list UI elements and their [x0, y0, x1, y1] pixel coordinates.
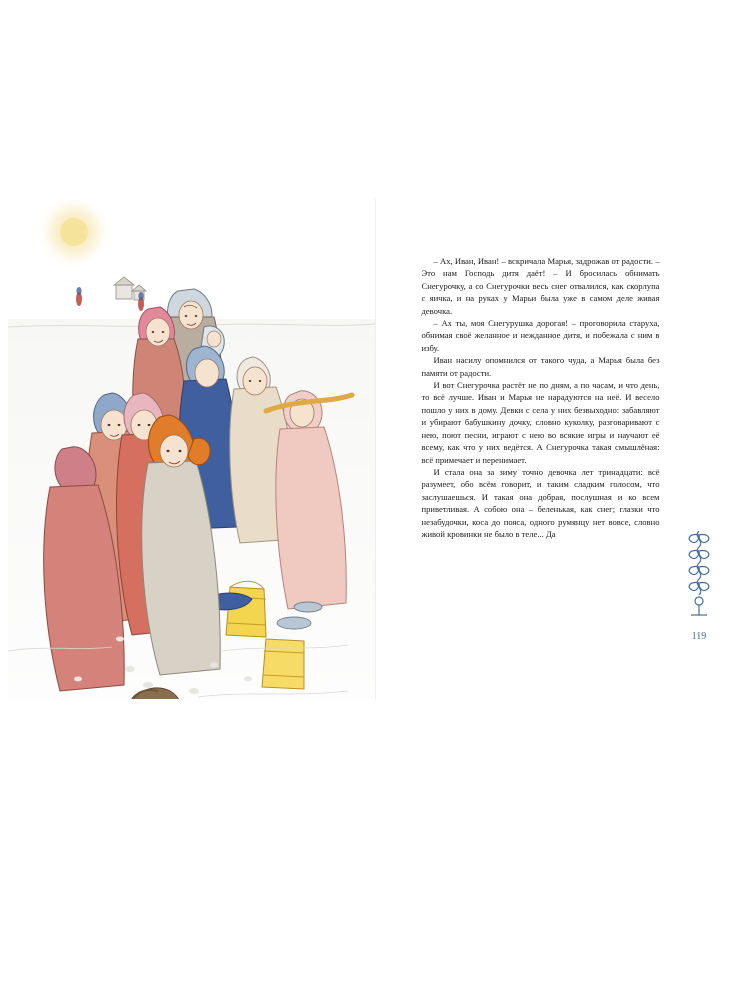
floral-vertical-ornament [682, 527, 716, 623]
right-page [375, 199, 743, 699]
snegurochka-winter-village-illustration [8, 199, 375, 699]
book-spread [8, 199, 742, 699]
paragraph: Иван насилу опомнился от такого чуда, а Марья была без памяти от радости. [421, 355, 660, 378]
paragraph: – Ах, Иван, Иван! – вскричала Марья, задрожав от радости. – Это нам Господь дитя даёт! – И бросилась обнимать Снегурочку, а со Снегурочки весь снег отвалился, как скорлупа с яичка, и на руках у Марьи была уже в самом деле живая девочка. [421, 256, 660, 316]
left-page [8, 199, 375, 699]
paragraph: И стала она за зиму точно девочка лет тринадцати: всё разумеет, обо всём говорит, и таким сладким голосом, что заслушаешься. И такая она добрая, послушная и ко всем приветливая. А собою она – беленькая, как снег; глазки что незабудочки, коса до пояса, одного румянцу нет вовсе, словно живой кровинки не было в теле... Да [421, 466, 660, 539]
body-text-column [422, 255, 660, 540]
page-number: 119 [691, 631, 707, 642]
paragraph: – Ах ты, моя Снегурушка дорогая! – проговорила старуха, обнимая своё желанное и нежданное дитя, и побежала с ним в избу. [421, 318, 660, 353]
paragraph: И вот Снегурочка растёт не по дням, а по часам, и что день, то всё лучше. Иван и Марья не нарадуются на неё. И весело пошло у них в дому. Девки с села у них безвыходно: забавляют и убирают бабушкину дочку, словно куколку, разговаривают с нею, поют песни, играют с нею во всякие игры и научают её всему, как что у них ведётся. А Снегурочка такая смышлёная: всё примечает и перенимает. [421, 380, 660, 465]
